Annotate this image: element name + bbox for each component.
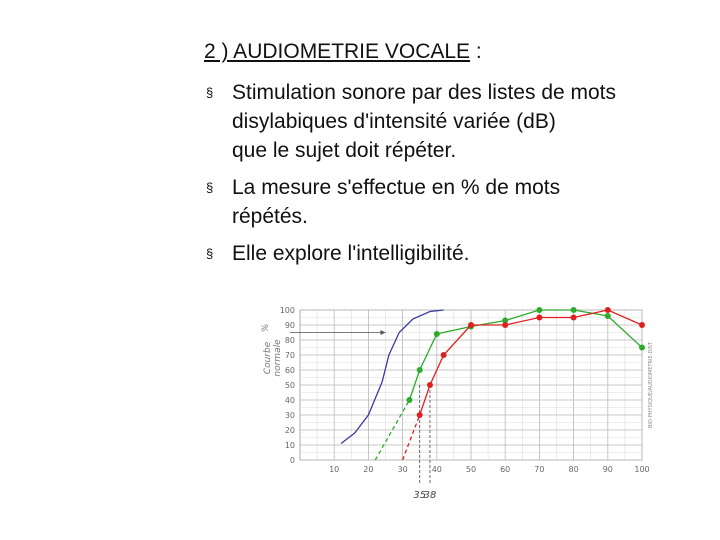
series-point bbox=[406, 397, 412, 403]
series-point bbox=[605, 307, 611, 313]
bullet-line: répétés. bbox=[232, 205, 308, 228]
bullet-line: Elle explore l'intelligibilité. bbox=[232, 242, 470, 265]
series-point bbox=[571, 307, 577, 313]
series-point bbox=[536, 307, 542, 313]
x-tick-label: 10 bbox=[329, 465, 340, 474]
bullet-marker: § bbox=[206, 180, 214, 195]
bullet-list bbox=[204, 78, 714, 276]
threshold-marker-label: 38 bbox=[423, 490, 437, 501]
bullet-item bbox=[204, 239, 714, 268]
bullet-marker: § bbox=[206, 85, 214, 100]
series-point bbox=[434, 331, 440, 337]
x-tick-label: 90 bbox=[602, 465, 613, 474]
y-tick-label: 100 bbox=[279, 306, 295, 315]
y-tick-label: 50 bbox=[284, 381, 295, 390]
threshold-marker-label: 35 bbox=[413, 490, 427, 501]
slide-title-suffix: : bbox=[470, 40, 482, 63]
bullet-marker: § bbox=[206, 246, 214, 261]
bullet-line: La mesure s'effectue en % de mots bbox=[232, 176, 561, 199]
series-point bbox=[417, 367, 423, 373]
x-tick-label: 60 bbox=[500, 465, 511, 474]
bullet-line: Stimulation sonore par des listes de mots bbox=[232, 81, 617, 104]
y-tick-label: 40 bbox=[284, 396, 295, 405]
series-point bbox=[417, 412, 423, 418]
series-point bbox=[605, 313, 611, 319]
y-axis-title: % bbox=[261, 323, 271, 333]
series-point bbox=[441, 352, 447, 358]
audiogram-chart bbox=[258, 300, 658, 505]
series-point bbox=[502, 322, 508, 328]
series-point bbox=[571, 315, 577, 321]
x-tick-label: 40 bbox=[431, 465, 442, 474]
y-tick-label: 70 bbox=[284, 351, 295, 360]
y-tick-label: 0 bbox=[289, 456, 295, 465]
y-tick-label: 30 bbox=[284, 411, 295, 420]
y-tick-label: 60 bbox=[284, 366, 295, 375]
x-tick-label: 30 bbox=[397, 465, 408, 474]
side-caption: BIO-PHYSIQUE/AUDIOMETRIE-DIST bbox=[648, 341, 654, 429]
bullet-line: disylabiques d'intensité variée (dB) bbox=[232, 110, 556, 133]
y-axis-annotation: Courbe bbox=[263, 341, 273, 375]
y-axis-annotation: normale bbox=[273, 339, 283, 377]
y-tick-label: 80 bbox=[284, 336, 295, 345]
x-tick-label: 20 bbox=[363, 465, 374, 474]
series-point bbox=[427, 382, 433, 388]
bullet-item bbox=[204, 78, 714, 165]
slide-title bbox=[204, 40, 482, 64]
series-point bbox=[639, 345, 645, 351]
series-point bbox=[639, 322, 645, 328]
x-tick-label: 50 bbox=[465, 465, 477, 474]
bullet-item bbox=[204, 173, 714, 231]
x-tick-label: 100 bbox=[634, 465, 650, 474]
y-tick-label: 90 bbox=[284, 321, 295, 330]
slide-title-text: 2 ) AUDIOMETRIE VOCALE bbox=[204, 40, 471, 63]
y-tick-label: 20 bbox=[284, 426, 295, 435]
x-tick-label: 80 bbox=[568, 465, 579, 474]
x-tick-label: 70 bbox=[534, 465, 545, 474]
series-point bbox=[536, 315, 542, 321]
y-tick-label: 10 bbox=[284, 441, 295, 450]
bullet-line: que le sujet doit répéter. bbox=[232, 139, 457, 162]
series-point bbox=[468, 322, 474, 328]
